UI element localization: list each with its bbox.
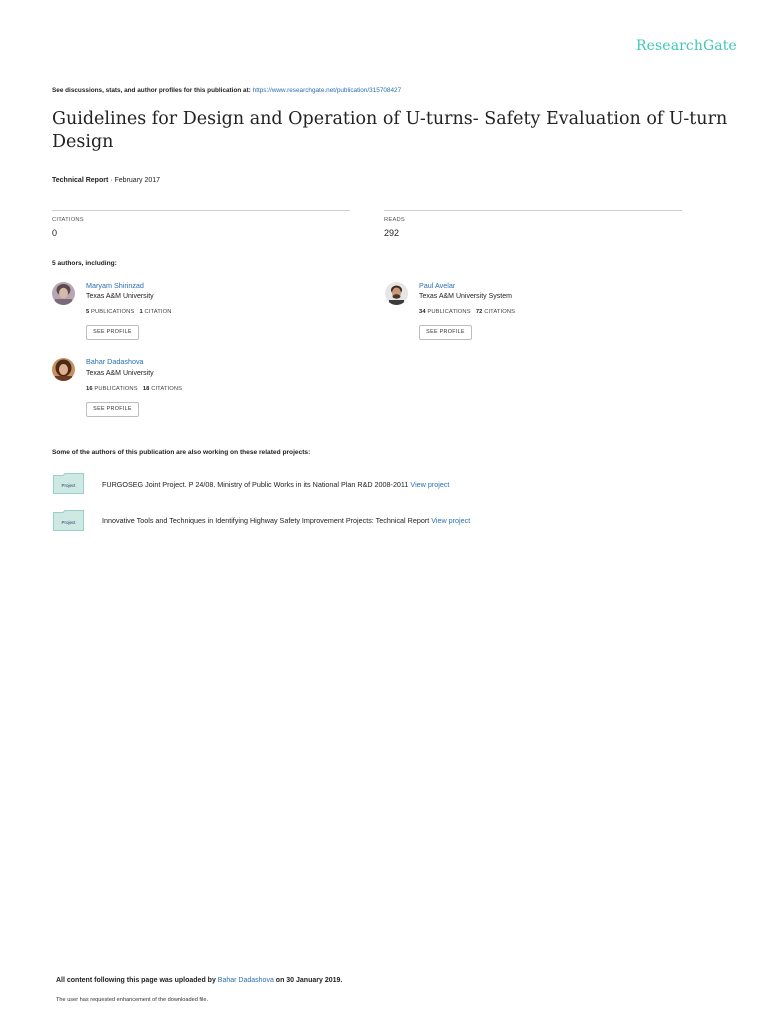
publication-count: 16 <box>86 386 93 392</box>
publication-count: 34 <box>419 309 426 315</box>
reads-value: 292 <box>384 228 400 238</box>
citation-label: CITATION <box>144 309 172 315</box>
project-folder-icon[interactable] <box>53 473 84 494</box>
author-institution: Texas A&M University <box>86 293 154 300</box>
project-folder-icon[interactable] <box>53 510 84 531</box>
citation-count: 1 <box>139 309 143 315</box>
citations-divider <box>52 210 350 211</box>
see-profile-button[interactable]: SEE PROFILE <box>419 325 472 340</box>
citation-label: CITATIONS <box>484 309 516 315</box>
author-institution: Texas A&M University <box>86 370 154 377</box>
avatar[interactable] <box>52 282 75 305</box>
author-institution: Texas A&M University System <box>419 293 512 300</box>
author-name-link[interactable]: Maryam Shirinzad <box>86 281 144 290</box>
publication-label: PUBLICATIONS <box>427 309 471 315</box>
author-stats <box>419 309 515 315</box>
report-type: Technical Report <box>52 177 109 184</box>
project-icon-label: Project <box>61 520 76 525</box>
citation-count: 72 <box>475 309 483 315</box>
citation-label: CITATIONS <box>151 386 183 392</box>
author-name-link[interactable]: Bahar Dadashova <box>86 357 144 366</box>
project-description <box>102 516 470 525</box>
avatar[interactable] <box>385 282 408 305</box>
upload-note <box>56 977 342 984</box>
project-title: FURGOSEG Joint Project. P 24/08. Ministry of Public Works in its National Plan R&D 2008-2011 <box>102 480 409 489</box>
project-description <box>102 480 449 489</box>
publication-label: PUBLICATIONS <box>94 386 138 392</box>
see-profile-button[interactable]: SEE PROFILE <box>86 325 139 340</box>
avatar[interactable] <box>52 358 75 381</box>
author-name-link[interactable]: Paul Avelar <box>419 281 456 290</box>
citations-value: 0 <box>52 228 58 238</box>
publication-url-link[interactable]: https://www.researchgate.net/publication/315708427 <box>252 87 402 94</box>
reads-label: READS <box>384 217 405 223</box>
view-project-link[interactable]: View project <box>410 480 450 489</box>
publication-title: Guidelines for Design and Operation of U-turns- Safety Evaluation of U-turn Design <box>52 109 728 152</box>
upload-date: on 30 January 2019. <box>275 977 343 984</box>
discussion-note-text: See discussions, stats, and author profiles for this publication at: <box>52 87 251 94</box>
authors-heading: 5 authors, including: <box>52 260 117 267</box>
upload-prefix: All content following this page was uploaded by <box>56 977 216 984</box>
related-projects-heading: Some of the authors of this publication are also working on these related projects: <box>52 449 311 456</box>
see-profile-button[interactable]: SEE PROFILE <box>86 402 139 417</box>
author-stats <box>86 386 182 392</box>
reads-divider <box>384 210 682 211</box>
publication-count: 5 <box>86 309 90 315</box>
report-meta <box>52 177 160 184</box>
report-date: · February 2017 <box>110 177 161 184</box>
discussion-note <box>52 87 401 94</box>
author-stats <box>86 309 172 315</box>
project-icon-label: Project <box>61 483 76 488</box>
enhancement-note: The user has requested enhancement of the downloaded file. <box>56 997 209 1003</box>
researchgate-logo[interactable]: ResearchGate <box>636 38 737 54</box>
project-title: Innovative Tools and Techniques in Identifying Highway Safety Improvement Projects: Technical Report <box>102 516 430 525</box>
view-project-link[interactable]: View project <box>431 516 471 525</box>
citation-count: 18 <box>142 386 150 392</box>
publication-label: PUBLICATIONS <box>91 309 135 315</box>
uploader-link[interactable]: Bahar Dadashova <box>217 977 274 984</box>
citations-label: CITATIONS <box>52 217 84 223</box>
